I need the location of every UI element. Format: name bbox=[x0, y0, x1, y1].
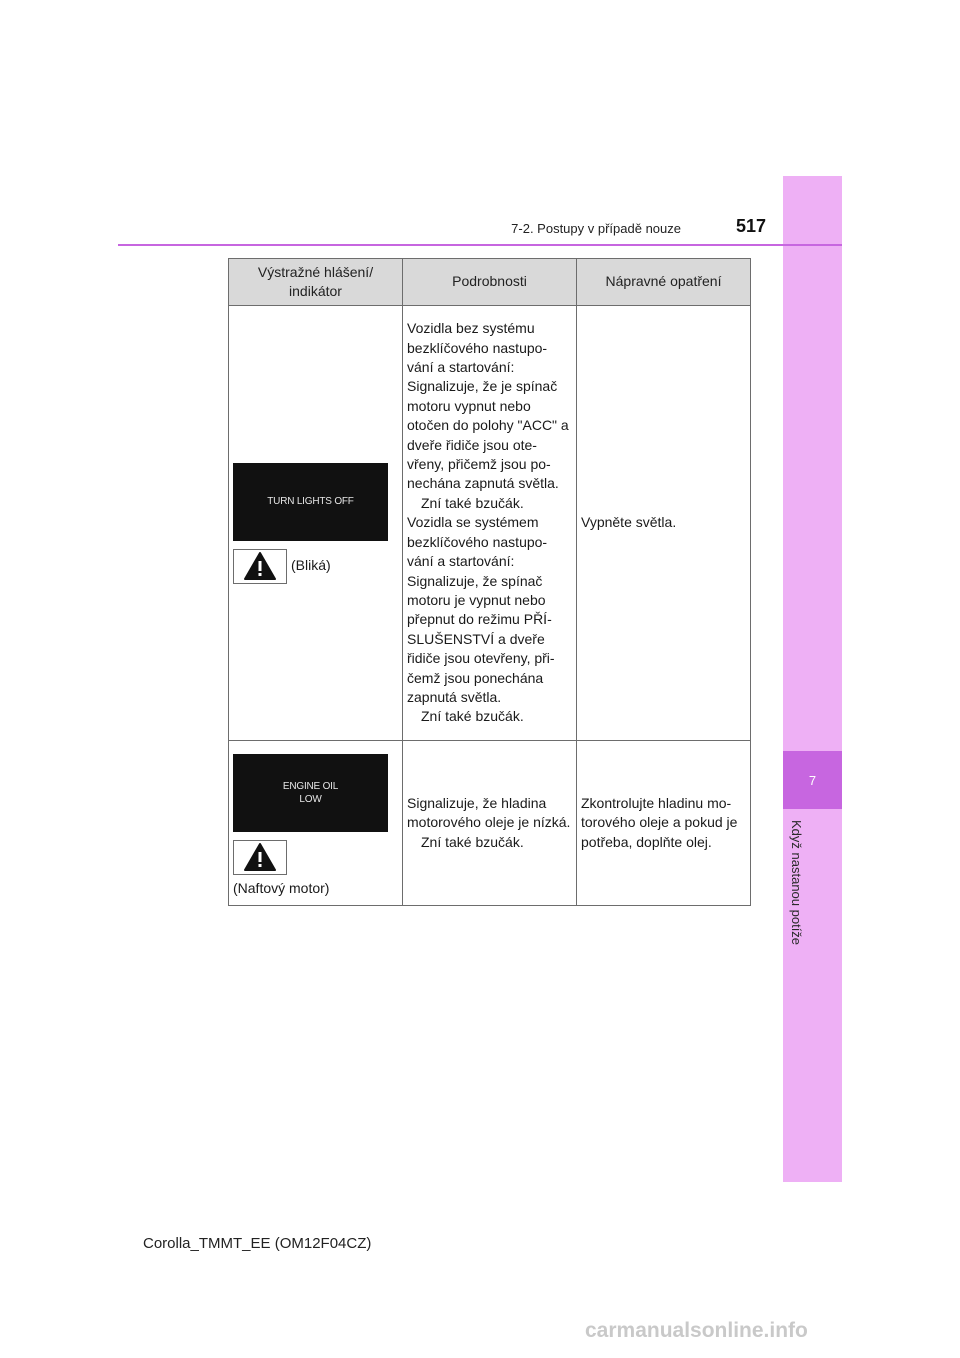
warning-triangle-icon bbox=[243, 842, 277, 872]
warning-message-table bbox=[228, 258, 751, 906]
warning-indicator-box bbox=[233, 549, 287, 584]
indicator-note: (Naftový motor) bbox=[233, 879, 330, 896]
display-text: TURN LIGHTS OFF bbox=[267, 496, 354, 507]
chapter-side-tab bbox=[783, 176, 842, 1182]
chapter-title: Když nastanou potíže bbox=[789, 820, 804, 946]
warning-indicator-box bbox=[233, 840, 287, 875]
warning-indicator-row bbox=[233, 840, 398, 875]
column-header-details: Podrobnosti bbox=[403, 259, 577, 306]
chapter-number: 7 bbox=[783, 751, 842, 809]
column-header-indicator: Výstražné hlášení/ indikátor bbox=[229, 259, 403, 306]
indicator-cell bbox=[229, 741, 403, 906]
page-number: 517 bbox=[736, 216, 767, 236]
details-buzzer-note: Zní také bzučák. bbox=[421, 833, 524, 850]
warning-indicator-row bbox=[233, 549, 398, 584]
header-divider bbox=[118, 244, 842, 246]
table-row bbox=[229, 306, 751, 741]
section-title: 7-2. Postupy v případě nouze bbox=[511, 221, 681, 236]
document-id: Corolla_TMMT_EE (OM12F04CZ) bbox=[143, 1235, 372, 1252]
engine-oil-low-display bbox=[233, 754, 388, 832]
display-text: LOW bbox=[299, 793, 322, 805]
details-cell bbox=[403, 741, 577, 906]
details-paragraph: Vozidla bez systému bezklíčového nastupo-vání a startování: Signalizuje, že je spínač motoru vypnut nebo otočen do polohy "ACC" a dveře řidiče jsou ote-vřeny, přičemž jsou po-nechána zapnutá světla. bbox=[407, 320, 569, 492]
indicator-note: (Bliká) bbox=[291, 557, 331, 574]
table-header-row bbox=[229, 259, 751, 306]
warning-triangle-icon bbox=[243, 551, 277, 581]
details-buzzer-note: Zní také bzučák. bbox=[421, 494, 524, 511]
indicator-cell bbox=[229, 306, 403, 741]
details-cell bbox=[403, 306, 577, 741]
details-paragraph: Vozidla se systémem bezklíčového nastupo-vání a startování: Signalizuje, že spínač motoru je vypnut nebo přepnut do režimu PŘÍ-SLUŠENSTVÍ a dveře řidiče jsou otevřeny, při-čemž jsou ponechána zapnutá světla. bbox=[407, 514, 555, 705]
turn-lights-off-display bbox=[233, 463, 388, 541]
watermark: carmanualsonline.info bbox=[585, 1319, 808, 1342]
action-cell: Vypněte světla. bbox=[577, 306, 751, 741]
table-row bbox=[229, 741, 751, 906]
display-text: ENGINE OIL bbox=[282, 780, 339, 792]
action-cell: Zkontrolujte hladinu mo-torového oleje a pokud je potřeba, doplňte olej. bbox=[577, 741, 751, 906]
details-paragraph: Signalizuje, že hladina motorového oleje je nízká. bbox=[407, 794, 571, 831]
details-buzzer-note: Zní také bzučák. bbox=[421, 708, 524, 725]
column-header-action: Nápravné opatření bbox=[577, 259, 751, 306]
